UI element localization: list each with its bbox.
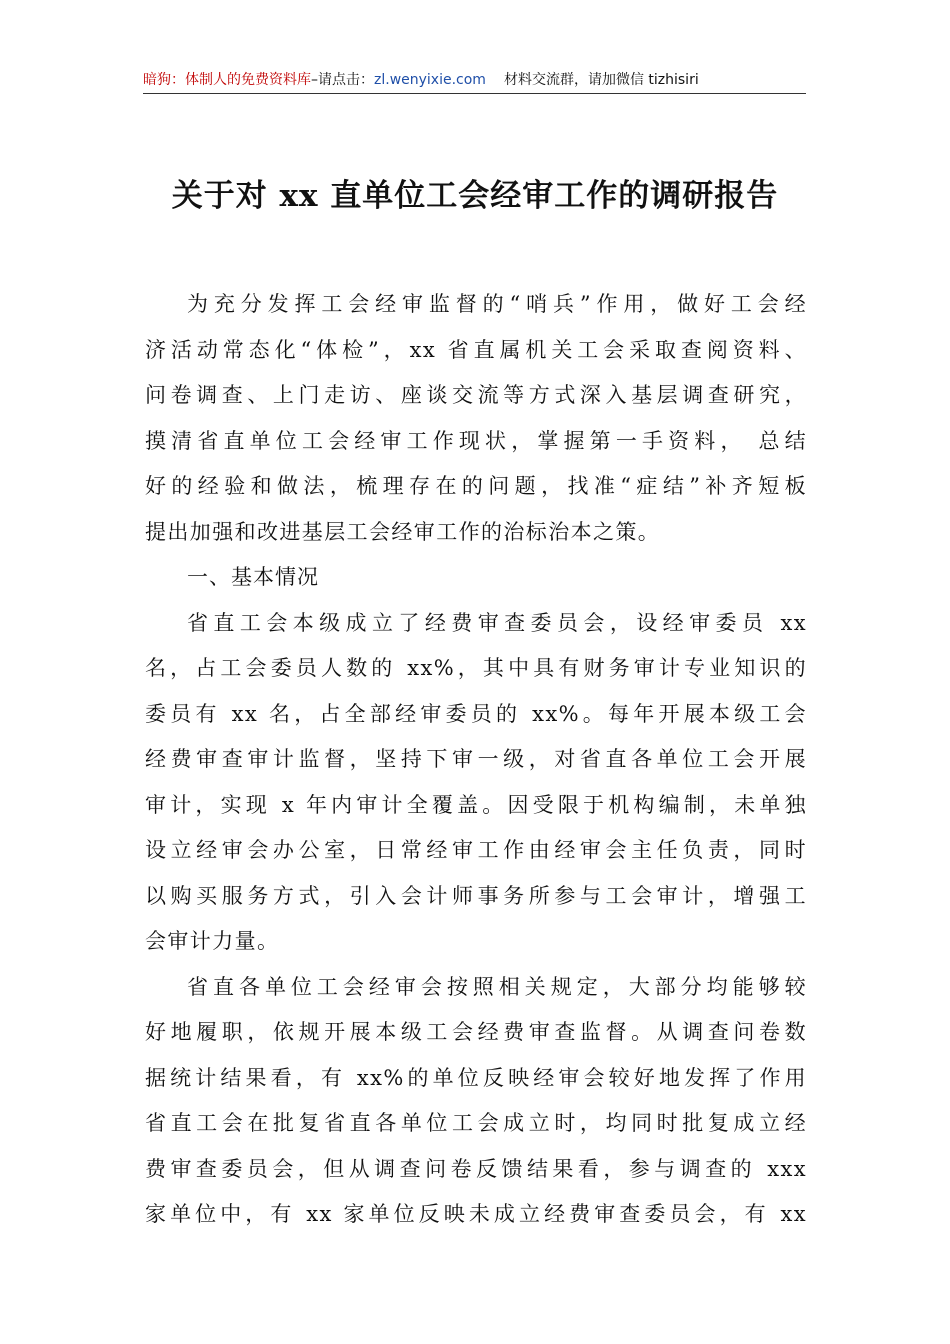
- text-line: 提出加强和改进基层工会经审工作的治标治本之策。: [145, 519, 661, 544]
- source-label: 暗狗：体制人的免费资料库: [143, 72, 311, 88]
- text-line: 济活动常态化“体检”，xx 省直属机关工会采取查阅资料、: [145, 337, 807, 362]
- page-header: [143, 70, 806, 90]
- paragraph-1: [145, 282, 807, 555]
- text-line: 为充分发挥工会经审监督的“哨兵”作用，做好工会经: [187, 292, 807, 316]
- document-body: [145, 282, 807, 1238]
- text-line: 省直工会本级成立了经费审查委员会，设经审委员 xx: [187, 610, 807, 635]
- section-heading: 一、基本情况: [187, 565, 319, 589]
- text-line: 据统计结果看，有 xx%的单位反映经审会较好地发挥了作用: [145, 1065, 807, 1090]
- text-line: 名，占工会委员人数的 xx%，其中具有财务审计专业知识的: [145, 656, 807, 680]
- text-line: 以购买服务方式，引入会计师事务所参与工会审计，增强工: [145, 883, 807, 908]
- document-title: 关于对 xx 直单位工会经审工作的调研报告: [171, 178, 779, 214]
- contact-note: 材料交流群，请加微信 tizhisiri: [503, 72, 699, 88]
- text-line: 好的经验和做法，梳理存在的问题，找准“症结”补齐短板: [145, 474, 807, 498]
- text-line: 费审查委员会，但从调查问卷反馈结果看，参与调查的 xxx: [145, 1156, 807, 1181]
- paragraph-2: [145, 601, 807, 965]
- text-line: 家单位中，有 xx 家单位反映未成立经费审查委员会，有 xx: [145, 1202, 807, 1226]
- text-line: 问卷调查、上门走访、座谈交流等方式深入基层调查研究，: [145, 383, 807, 407]
- header-divider: [143, 93, 806, 94]
- text-line: 好地履职，依规开展本级工会经费审查监督。从调查问卷数: [145, 1020, 807, 1044]
- paragraph-3: [145, 965, 807, 1238]
- text-line: 委员有 xx 名，占全部经审委员的 xx%。每年开展本级工会: [145, 701, 807, 726]
- click-label: –请点击：: [311, 72, 374, 88]
- text-line: 设立经审会办公室，日常经审工作由经审会主任负责，同时: [145, 838, 807, 862]
- text-line: 经费审查审计监督，坚持下审一级，对省直各单位工会开展: [145, 747, 807, 771]
- text-line: 审计，实现 x 年内审计全覆盖。因受限于机构编制，未单独: [145, 792, 807, 817]
- header-link[interactable]: zl.wenyixie.com: [374, 72, 486, 88]
- text-line: 会审计力量。: [145, 929, 280, 953]
- text-line: 摸清省直单位工会经审工作现状，掌握第一手资料， 总结: [145, 428, 807, 453]
- text-line: 省直各单位工会经审会按照相关规定，大部分均能够较: [187, 974, 807, 999]
- text-line: 省直工会在批复省直各单位工会成立时，均同时批复成立经: [145, 1111, 807, 1135]
